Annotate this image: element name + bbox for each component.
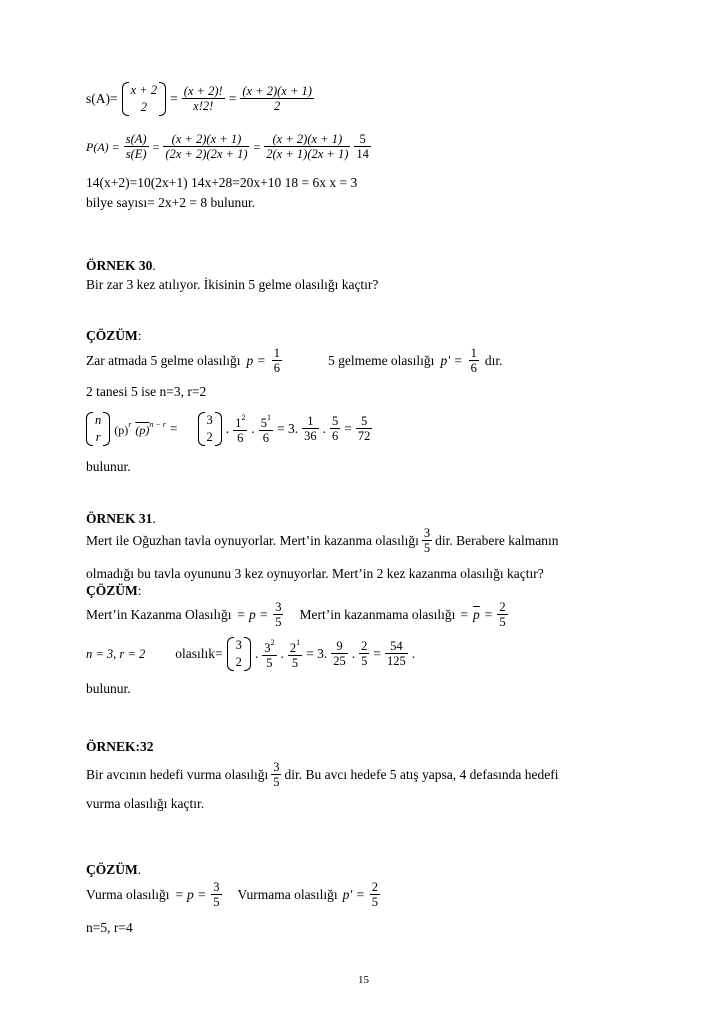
ornek31-probabilities: Mert’in Kazanma Olasılığı = p = $\frac{3}{5}$ Mert’in kazanmama olasılığı = $\overline{p}$ = $\frac{2}{5}$ bbox=[86, 600, 506, 630]
formula-binomial: n r bbox=[86, 412, 110, 446]
ornek31-heading: ÖRNEK 31. bbox=[86, 511, 156, 526]
page-number: 15 bbox=[358, 974, 369, 986]
p-prime-fraction: $\frac{1}{6}$ bbox=[470, 346, 477, 376]
ornek30-formula: n r $(p)^r$ $(p)^{n - r}$ = 3 2 . $\frac{1^2}{6}$ . $\frac{5^1}{6}$ = 3. $\frac{1}{36}$ . $\frac{5}{6}$ = $\frac{5}{72}$ bbox=[86, 412, 372, 446]
solve-line: 14(x+2)=10(2x+1) 14x+28=20x+10 18 = 6x x = 3 bbox=[86, 175, 358, 190]
ornek30-nr: 2 tanesi 5 ise n=3, r=2 bbox=[86, 384, 207, 399]
value-binomial: 3 2 bbox=[198, 412, 222, 446]
bilye-line: bilye sayısı= 2x+2 = 8 bulunur. bbox=[86, 195, 256, 210]
ornek30-question: Bir zar 3 kez atılıyor. İkisinin 5 gelme olasılığı kaçtır? bbox=[86, 277, 379, 292]
ornek32-cozum: ÇÖZÜM. bbox=[86, 862, 142, 877]
ornek31-question-line1: Mert ile Oğuzhan tavla oynuyorlar. Mert’in kazanma olasılığı $\frac{3}{5}$ dir. Berabere kalmanın bbox=[86, 526, 559, 556]
pa-fraction-2: $\frac{(x + 2)(x + 1)}{(2x + 2)(2x + 1)}$ bbox=[165, 132, 248, 162]
ornek30-bulunur: bulunur. bbox=[86, 459, 131, 474]
ornek32-heading: ÖRNEK:32 bbox=[86, 739, 154, 754]
ornek30-cozum: ÇÖZÜM: bbox=[86, 328, 142, 343]
ornek31-bulunur: bulunur. bbox=[86, 681, 131, 696]
ornek32-probabilities: Vurma olasılığı = p = $\frac{3}{5}$ Vurmama olasılığı p' = $\frac{2}{5}$ bbox=[86, 880, 378, 910]
ornek30-heading: ÖRNEK 30. bbox=[86, 258, 156, 273]
pa-equation: P(A) = $\frac{s(A)}{s(E)}$ = $\frac{(x + 2)(x + 1)}{(2x + 2)(2x + 1)}$ = $\frac{(x + 2)(x + 1)}{2(x + 1)(2x + 1)}$ $\frac{5}{14}$ bbox=[86, 132, 369, 162]
ornek31-question-line2: olmadığı bu tavla oyununu 3 kez oynuyorlar. Mert’in 2 kez kazanma olasılığı kaçtır? bbox=[86, 566, 544, 581]
ornek32-question-line2: vurma olasılığı kaçtır. bbox=[86, 796, 205, 811]
sa-label: s(A)= bbox=[86, 91, 118, 107]
sa-equation: s(A)= x + 2 2 = $\frac{(x + 2)!}{x!2!}$ = $\frac{(x + 2)(x + 1)}{2}$ bbox=[86, 83, 312, 114]
pa-label: P(A) = bbox=[86, 139, 120, 154]
ornek31-cozum: ÇÖZÜM: bbox=[86, 583, 142, 598]
ornek30-probabilities: Zar atmada 5 gelme olasılığı p = $\frac{1}{6}$ 5 gelmeme olasılığı p' = $\frac{1}{6}$ dır. bbox=[86, 346, 503, 376]
ornek32-nr: n=5, r=4 bbox=[86, 920, 133, 935]
sa-binomial: x + 2 2 bbox=[122, 82, 166, 116]
sa-fraction-1: $\frac{(x + 2)!}{x!2!}$ bbox=[183, 84, 223, 114]
pa-fraction-3: $\frac{(x + 2)(x + 1)}{2(x + 1)(2x + 1)}$ bbox=[266, 132, 349, 162]
ornek32-question-line1: Bir avcının hedefi vurma olasılığı $\frac{3}{5}$ dir. Bu avcı hedefe 5 atış yapsa, 4 defasında hedefi bbox=[86, 760, 559, 790]
sa-fraction-2: $\frac{(x + 2)(x + 1)}{2}$ bbox=[242, 84, 312, 114]
p-fraction: $\frac{1}{6}$ bbox=[273, 346, 280, 376]
ornek31-calculation: n = 3, r = 2 olasılık= 3 2 . $\frac{3^2}{5}$ . $\frac{2^1}{5}$ = 3. $\frac{9}{25}$ . $\frac{2}{5}$ = $\frac{54}{125}$ . bbox=[86, 637, 416, 670]
pa-fraction-4: $\frac{5}{14}$ bbox=[356, 132, 369, 162]
pa-fraction-1: $\frac{s(A)}{s(E)}$ bbox=[125, 132, 147, 162]
